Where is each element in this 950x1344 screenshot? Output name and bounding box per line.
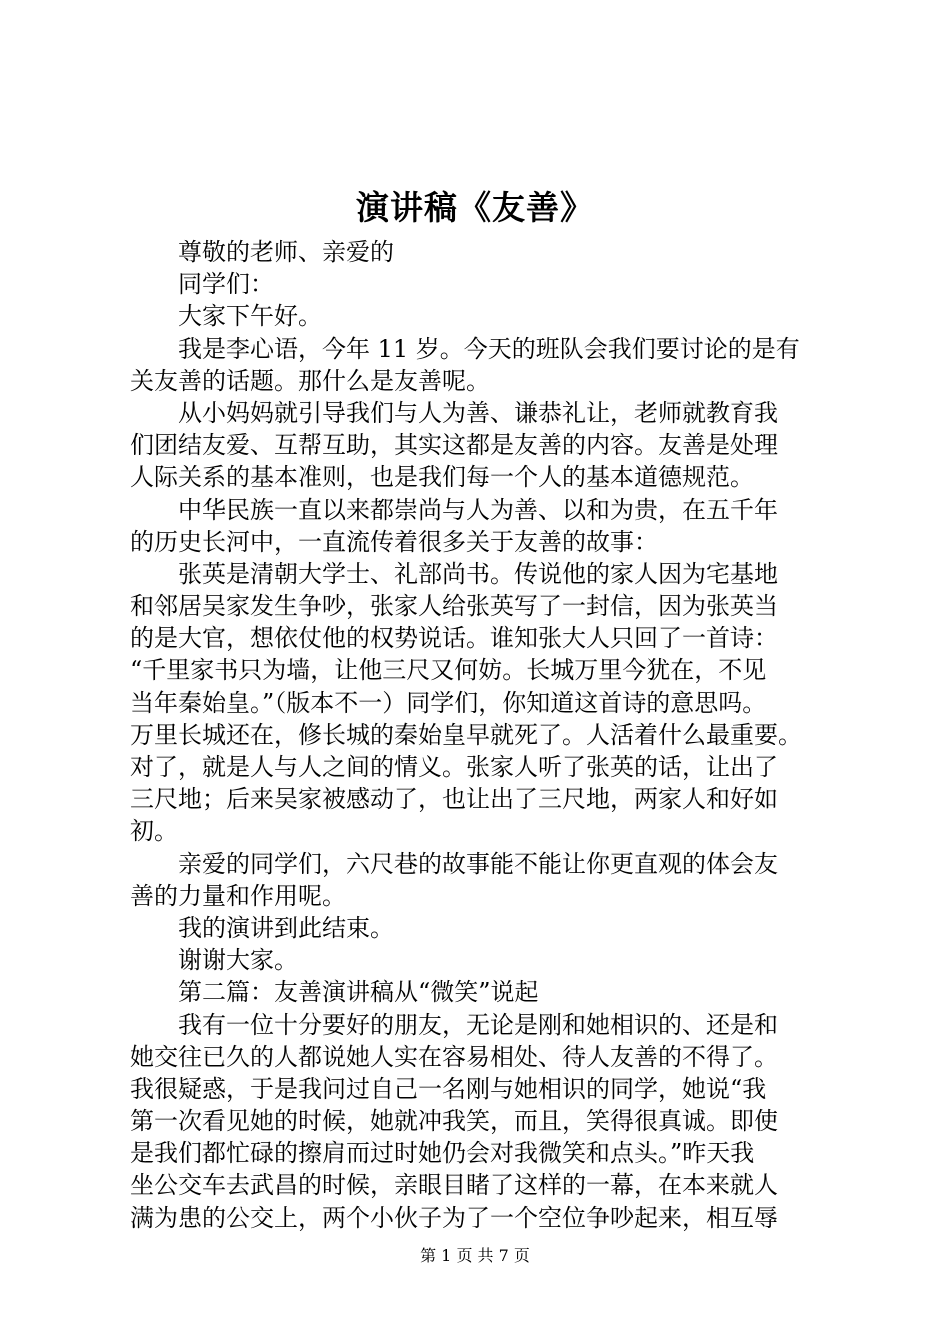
body-line: 对了，就是人与人之间的情义。张家人听了张英的话，让出了 bbox=[130, 753, 778, 781]
body-line: 我的演讲到此结束。 bbox=[178, 913, 394, 942]
body-line: 第二篇：友善演讲稿从“微笑”说起 bbox=[178, 978, 539, 1007]
body-line: 的是大官，想依仗他的权势说话。谁知张大人只回了一首诗： bbox=[130, 624, 778, 653]
body-line: 同学们： bbox=[178, 270, 274, 299]
body-line: 张英是清朝大学士、礼部尚书。传说他的家人因为宅基地 bbox=[178, 559, 778, 588]
body-line: 是我们都忙碌的擦肩而过时她仍会对我微笑和点头。”昨天我 bbox=[130, 1139, 755, 1168]
body-line: 关友善的话题。那什么是友善呢。 bbox=[130, 366, 490, 395]
body-line: 尊敬的老师、亲爱的 bbox=[178, 238, 394, 266]
body-line: 她交往已久的人都说她人实在容易相处、待人友善的不得了。 bbox=[130, 1042, 778, 1071]
page-footer: 第 1 页 共 7 页 bbox=[420, 1246, 530, 1265]
body-line: 人际关系的基本准则，也是我们每一个人的基本道德规范。 bbox=[130, 463, 754, 492]
body-line: 三尺地；后来吴家被感动了，也让出了三尺地，两家人和好如 bbox=[130, 785, 778, 814]
body-line: 善的力量和作用呢。 bbox=[130, 881, 346, 910]
body-line: 的历史长河中，一直流传着很多关于友善的故事： bbox=[130, 527, 658, 556]
body-line: 满为患的公交上，两个小伙子为了一个空位争吵起来，相互辱 bbox=[130, 1203, 778, 1232]
body-line: 从小妈妈就引导我们与人为善、谦恭礼让，老师就教育我 bbox=[178, 398, 778, 427]
body-line: 们团结友爱、互帮互助，其实这都是友善的内容。友善是处理 bbox=[130, 431, 778, 460]
body-line: 中华民族一直以来都崇尚与人为善、以和为贵，在五千年 bbox=[178, 495, 778, 524]
body-line: 我很疑惑，于是我问过自己一名刚与她相识的同学，她说“我 bbox=[130, 1074, 767, 1103]
body-line: 坐公交车去武昌的时候，亲眼目睹了这样的一幕，在本来就人 bbox=[130, 1171, 778, 1200]
body-line: 第一次看见她的时候，她就冲我笑，而且，笑得很真诚。即使 bbox=[130, 1107, 778, 1136]
document-body bbox=[130, 236, 830, 1234]
body-line: 和邻居吴家发生争吵，张家人给张英写了一封信，因为张英当 bbox=[130, 592, 778, 621]
body-line: 当年秦始皇。”（版本不一）同学们，你知道这首诗的意思吗。 bbox=[130, 688, 767, 717]
body-line: 我有一位十分要好的朋友，无论是刚和她相识的、还是和 bbox=[178, 1010, 778, 1039]
body-line: 亲爱的同学们，六尺巷的故事能不能让你更直观的体会友 bbox=[178, 849, 778, 878]
document-title: 演讲稿《友善》 bbox=[356, 188, 594, 227]
body-line: “千里家书只为墙，让他三尺又何妨。长城万里今犹在，不见 bbox=[130, 656, 767, 685]
body-line: 万里长城还在，修长城的秦始皇早就死了。人活着什么最重要。 bbox=[130, 720, 802, 749]
body-line: 初。 bbox=[130, 817, 178, 846]
body-line: 大家下午好。 bbox=[178, 302, 322, 331]
body-line: 我是李心语，今年 11 岁。今天的班队会我们要讨论的是有 bbox=[178, 334, 800, 363]
body-line: 谢谢大家。 bbox=[178, 946, 298, 975]
